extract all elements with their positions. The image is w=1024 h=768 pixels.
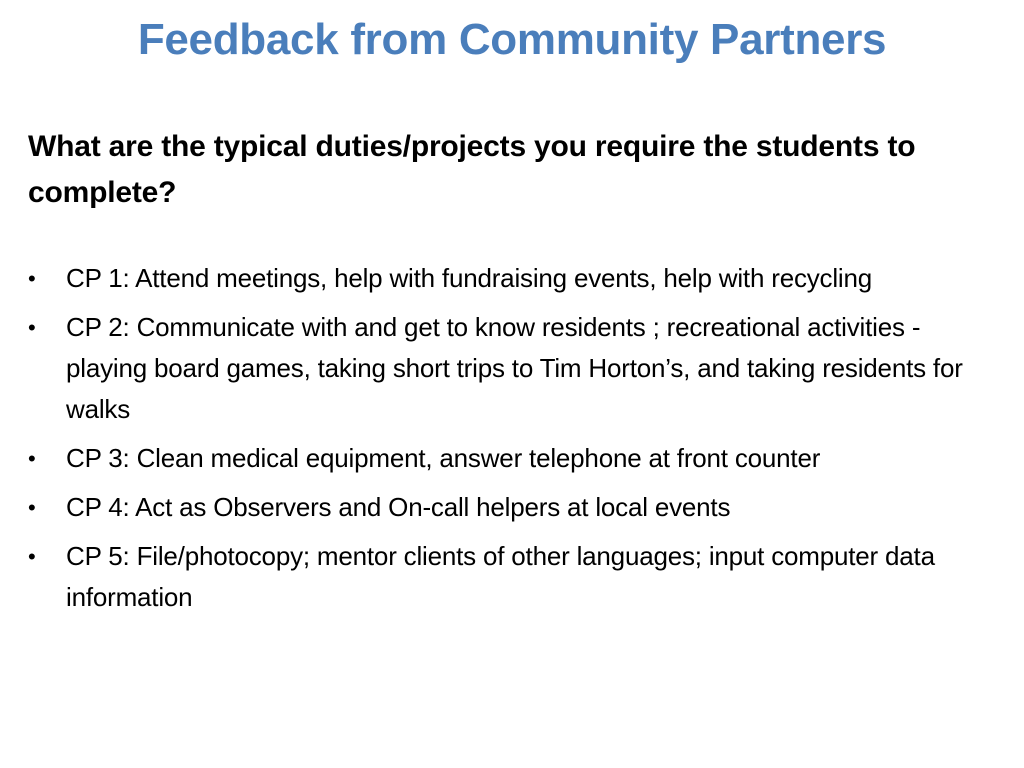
bullet-item	[28, 536, 988, 618]
bullet-text: CP 2: Communicate with and get to know residents ; recreational activities - playing board games, taking short trips to Tim Horton’s, and taking residents for walks	[66, 312, 963, 424]
bullet-marker: •	[28, 446, 36, 471]
slide-title: Feedback from Community Partners	[137, 15, 887, 64]
bullet-item	[28, 307, 988, 430]
bullet-item	[28, 438, 988, 479]
bullet-marker: •	[28, 315, 36, 340]
bullet-item	[28, 487, 988, 528]
bullet-list	[28, 258, 988, 626]
question-heading: What are the typical duties/projects you require the students to complete?	[28, 130, 916, 209]
bullet-marker: •	[28, 266, 36, 291]
bullet-text: CP 1: Attend meetings, help with fundraising events, help with recycling	[66, 263, 873, 293]
bullet-text: CP 3: Clean medical equipment, answer telephone at front counter	[66, 443, 821, 473]
bullet-marker: •	[28, 544, 36, 569]
bullet-text: CP 4: Act as Observers and On-call helpers at local events	[66, 492, 731, 522]
bullet-text: CP 5: File/photocopy; mentor clients of other languages; input computer data information	[66, 541, 935, 612]
bullet-marker: •	[28, 495, 36, 520]
bullet-item	[28, 258, 988, 299]
